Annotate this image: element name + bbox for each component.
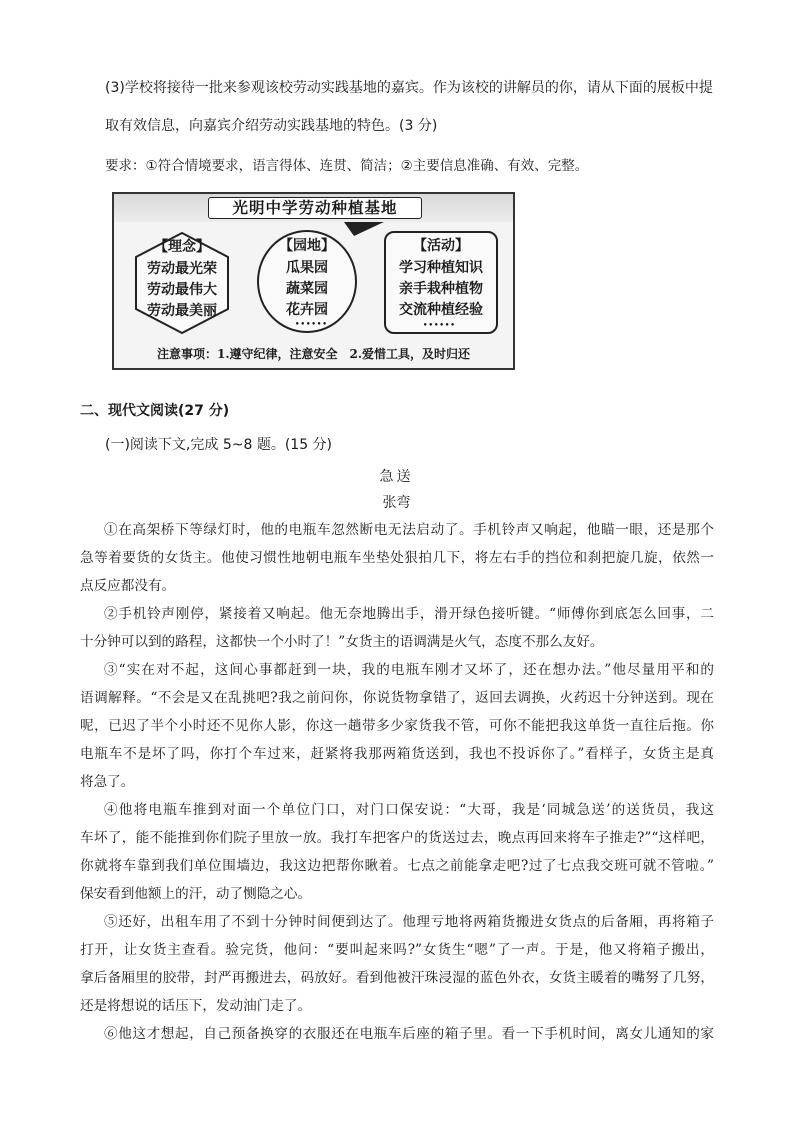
concept-item: 劳动最美丽 xyxy=(147,303,217,319)
text-line: 打开，让女货主查看。验完货，他问：“要叫起来吗?”女货生“嗯”了一声。于是，他又将箱子搬出， xyxy=(80,942,714,958)
garden-ellipsis: •••••• xyxy=(295,319,328,328)
text-line: 保安看到他额上的汗，动了恻隐之心。 xyxy=(80,886,312,902)
subsection-heading: (一)阅读下文,完成 5~8 题。(15 分) xyxy=(105,437,333,453)
section-heading: 二、现代文阅读(27 分) xyxy=(80,403,230,419)
activity-heading: 【活动】 xyxy=(413,238,469,254)
question-line-1: (3)学校将接待一批来参观该校劳动实践基地的嘉宾。作为该校的讲解员的你，请从下面的展板中提 xyxy=(105,80,713,96)
text-line: 将急了。 xyxy=(80,774,135,790)
activity-item: 学习种植知识 xyxy=(399,260,483,276)
garden-item: 瓜果园 xyxy=(286,260,328,276)
garden-item: 花卉园 xyxy=(286,302,328,318)
text-line: 语调解释。“不会是又在乱挑吧?我之前问你，你说货物拿错了，返回去调换，火药迟十分钟送到。现在 xyxy=(80,690,714,706)
text-line: 拿后备厢里的胶带，封严再搬进去，码放好。看到他被汗珠浸湿的蓝色外衣，女货主暖着的嘴努了几努， xyxy=(80,970,714,986)
concept-item: 劳动最光荣 xyxy=(147,261,217,277)
garden-box xyxy=(257,230,357,333)
activity-item: 亲手栽种植物 xyxy=(399,281,483,297)
text-line: ③“实在对不起，这间心事都赶到一块，我的电瓶车刚才又坏了，还在想办法。”他尽量用平和的 xyxy=(104,662,714,678)
text-line: 急等着要货的女货主。他使习惯性地朝电瓶车坐垫处狠拍几下，将左右手的挡位和刹把旋几旋，依然一 xyxy=(80,550,714,566)
text-line: ⑥他这才想起，自己预备换穿的衣服还在电瓶车后座的箱子里。看一下手机时间，离女儿通知的家 xyxy=(104,1026,714,1042)
exhibition-board xyxy=(112,192,515,370)
text-line: ①在高架桥下等绿灯时，他的电瓶车忽然断电无法启动了。手机铃声又响起，他瞄一眼，还是那个 xyxy=(104,522,714,538)
activity-box xyxy=(384,231,498,334)
text-line: ⑤还好，出租车用了不到十分钟时间便到达了。他理亏地将两箱货搬进女货点的后备厢，再将箱子 xyxy=(104,914,714,930)
activity-item: 交流种植经验 xyxy=(399,302,483,318)
question-line-2: 取有效信息，向嘉宾介绍劳动实践基地的特色。(3 分) xyxy=(105,118,438,134)
text-line: 还是将想说的话压下，发动油门走了。 xyxy=(80,998,312,1014)
board-title: 光明中学劳动种植基地 xyxy=(208,197,422,219)
text-line: 十分钟可以到的路程，这都快一个小时了！”女货主的语调满是火气，态度不那么友好。 xyxy=(80,634,604,650)
garden-heading: 【园地】 xyxy=(279,238,335,254)
text-line: ④他将电瓶车推到对面一个单位门口，对门口保安说：“大哥，我是‘同城急送’的送货员，我这 xyxy=(104,802,714,818)
garden-item: 蔬菜园 xyxy=(286,281,328,297)
text-line: 电瓶车不是坏了吗，你打个车过来，赶紧将我那两箱货送到，我也不投诉你了。”看样子，女货主是真 xyxy=(80,746,714,762)
text-line: 你就将车靠到我们单位围墙边，我这边把帮你瞅着。七点之前能拿走吧?过了七点我交班可就不管啦。” xyxy=(80,858,714,874)
concept-box xyxy=(134,231,230,335)
concept-item: 劳动最伟大 xyxy=(147,282,217,298)
requirement-text: 要求：①符合情境要求，语言得体、连贯、简洁；②主要信息准确、有效、完整。 xyxy=(105,158,589,174)
story-author: 张弯 xyxy=(382,495,411,511)
concept-heading: 【理念】 xyxy=(154,239,210,255)
activity-ellipsis: •••••• xyxy=(423,320,456,329)
text-line: 点反应都没有。 xyxy=(80,578,176,594)
board-notice: 注意事项：1.遵守纪律，注意安全 2.爱惜工具，及时归还 xyxy=(156,347,471,361)
story-title: 急送 xyxy=(379,469,414,485)
text-line: 车坏了，能不能推到你们院子里放一放。我打车把客户的货送过去，晚点再回来将车子推走?”“这样吧， xyxy=(80,830,714,846)
text-line: ②手机铃声刚停，紧接着又响起。他无奈地腾出手，滑开绿色接听键。“师傅你到底怎么回事，二 xyxy=(104,606,714,622)
text-line: 呢，已迟了半个小时还不见你人影，你这一趟带多少家货我不管，可你不能把我这单货一直往后拖。你 xyxy=(80,718,714,734)
